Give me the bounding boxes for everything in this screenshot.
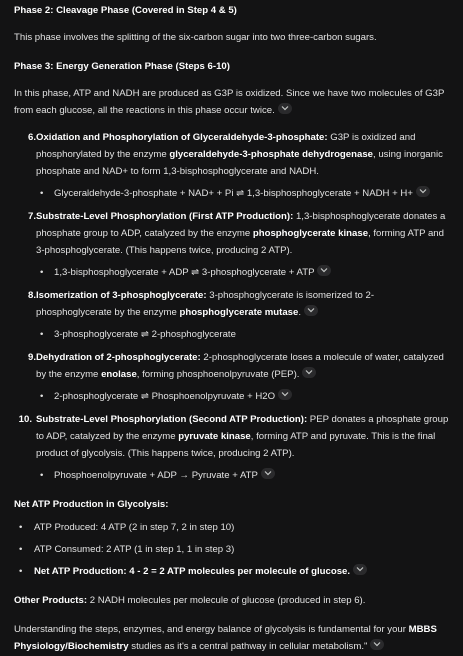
step-description xyxy=(36,414,448,459)
source-chip-chevron-down-icon[interactable] xyxy=(317,265,331,276)
step-text: 2-phosphoglycerate loses a molecule of water, catalyzed by the enzyme xyxy=(36,352,444,380)
phase2-heading: Phase 2: Cleavage Phase (Covered in Step 4 & 5) xyxy=(14,5,237,16)
step-number: 6. xyxy=(27,132,36,143)
enzyme-name: enolase xyxy=(101,369,137,380)
step-number: 7. xyxy=(27,211,36,222)
net-atp-production: Net ATP Production: 4 - 2 = 2 ATP molecules per molecule of glucose. xyxy=(34,566,351,577)
list-item xyxy=(14,519,449,536)
step-text: 3-phosphoglycerate is isomerized to 2-phosphoglycerate by the enzyme xyxy=(36,290,375,318)
enzyme-name: glyceraldehyde-3-phosphate dehydrogenase xyxy=(169,149,374,160)
enzyme-name: phosphoglycerate kinase xyxy=(252,228,369,239)
atp-produced: ATP Produced: 4 ATP (2 in step 7, 2 in step 10) xyxy=(34,522,235,533)
equation-text: Phosphoenolpyruvate + ADP → Pyruvate + ATP xyxy=(54,470,258,481)
source-chip-chevron-down-icon[interactable] xyxy=(278,389,292,400)
bullet-dot: • xyxy=(40,470,44,481)
equation-item xyxy=(36,388,449,405)
source-chip-chevron-down-icon[interactable] xyxy=(370,639,384,650)
other-products xyxy=(14,592,449,609)
step-description xyxy=(36,290,374,318)
bullet-dot: • xyxy=(40,329,44,340)
glycolysis-steps-list xyxy=(14,129,449,484)
step-title: Substrate-Level Phosphorylation (First ATP Production): xyxy=(36,211,294,222)
bullet-dot: • xyxy=(19,522,23,533)
closing-bold: MBBS Physiology/Biochemistry xyxy=(14,624,437,652)
equation-text: Glyceraldehyde-3-phosphate + NAD+ + Pi ⇌ 1,3-bisphosphoglycerate + NADH + H+ xyxy=(54,188,413,199)
list-item xyxy=(14,541,449,558)
step-title: Isomerization of 3-phosphoglycerate: xyxy=(36,290,207,301)
closing-text: studies as it's a central pathway in cellular metabolism." xyxy=(128,641,368,652)
atp-consumed: ATP Consumed: 2 ATP (1 in step 1, 1 in step 3) xyxy=(34,544,235,555)
equation-item xyxy=(36,467,449,484)
enzyme-name: phosphoglycerate mutase xyxy=(179,307,299,318)
step-10 xyxy=(14,411,449,484)
source-chip-chevron-down-icon[interactable] xyxy=(304,305,318,316)
source-chip-chevron-down-icon[interactable] xyxy=(302,367,316,378)
bullet-dot: • xyxy=(19,566,23,577)
equation-item xyxy=(36,264,449,281)
step-text: , forming phosphoenolpyruvate (PEP). xyxy=(136,369,300,380)
phase3-text-content: In this phase, ATP and NADH are produced as G3P is oxidized. Since we have two molecules of G3P from each glucose, all the reactions in this phase occur twice. xyxy=(14,88,445,116)
net-atp-heading: Net ATP Production in Glycolysis: xyxy=(14,499,169,510)
step-text: G3P is oxidized and phosphorylated by the enzyme xyxy=(36,132,416,160)
bullet-dot: • xyxy=(40,188,44,199)
bullet-dot: • xyxy=(40,267,44,278)
other-products-label: Other Products: xyxy=(14,595,88,606)
source-chip-chevron-down-icon[interactable] xyxy=(353,564,367,575)
other-products-text: 2 NADH molecules per molecule of glucose (produced in step 6). xyxy=(87,595,366,606)
step-description xyxy=(36,352,444,380)
closing-text: Understanding the steps, enzymes, and energy balance of glycolysis is fundamental for your xyxy=(14,624,409,635)
step-title: Oxidation and Phosphorylation of Glyceraldehyde-3-phosphate: xyxy=(36,132,328,143)
step-title: Substrate-Level Phosphorylation (Second ATP Production): xyxy=(36,414,308,425)
step-text: PEP donates a phosphate group to ADP, catalyzed by the enzyme xyxy=(36,414,449,442)
step-6 xyxy=(14,129,449,202)
step-title: Dehydration of 2-phosphoglycerate: xyxy=(36,352,201,363)
step-number: 8. xyxy=(27,290,36,301)
step-8 xyxy=(14,287,449,343)
closing-paragraph xyxy=(14,621,449,655)
step-text: , using inorganic phosphate and NAD+ to form 1,3-bisphosphoglycerate and NADH. xyxy=(36,149,443,177)
step-text: , forming ATP and pyruvate. This is the final product of glycolysis. (This happens twice, producing 2 ATP). xyxy=(36,431,436,459)
step-7 xyxy=(14,208,449,281)
source-chip-chevron-down-icon[interactable] xyxy=(261,468,275,479)
equation-text: 3-phosphoglycerate ⇌ 2-phosphoglycerate xyxy=(54,329,236,340)
phase3-text xyxy=(14,85,449,119)
step-description xyxy=(36,211,445,256)
step-number: 9. xyxy=(27,352,36,363)
equation-item xyxy=(36,185,449,202)
phase2-text: This phase involves the splitting of the six-carbon sugar into two three-carbon sugars. xyxy=(14,32,377,43)
equation-item xyxy=(36,326,449,343)
source-chip-chevron-down-icon[interactable] xyxy=(278,103,292,114)
bullet-dot: • xyxy=(40,391,44,402)
step-number: 10. xyxy=(18,414,32,425)
step-text: 1,3-bisphosphoglycerate donates a phosphate group to ADP, catalyzed by the enzyme xyxy=(36,211,446,239)
phase3-heading: Phase 3: Energy Generation Phase (Steps 6-10) xyxy=(14,61,230,72)
source-chip-chevron-down-icon[interactable] xyxy=(416,186,430,197)
step-text: . xyxy=(298,307,302,318)
enzyme-name: pyruvate kinase xyxy=(178,431,251,442)
equation-text: 2-phosphoglycerate ⇌ Phosphoenolpyruvate + H2O xyxy=(54,391,276,402)
bullet-dot: • xyxy=(19,544,23,555)
equation-text: 1,3-bisphosphoglycerate + ADP ⇌ 3-phosphoglycerate + ATP xyxy=(54,267,315,278)
list-item xyxy=(14,563,449,580)
step-9 xyxy=(14,349,449,405)
step-description xyxy=(36,132,443,177)
net-atp-list xyxy=(14,519,449,580)
step-text: , forming ATP and 3-phosphoglycerate. (This happens twice, producing 2 ATP). xyxy=(36,228,444,256)
